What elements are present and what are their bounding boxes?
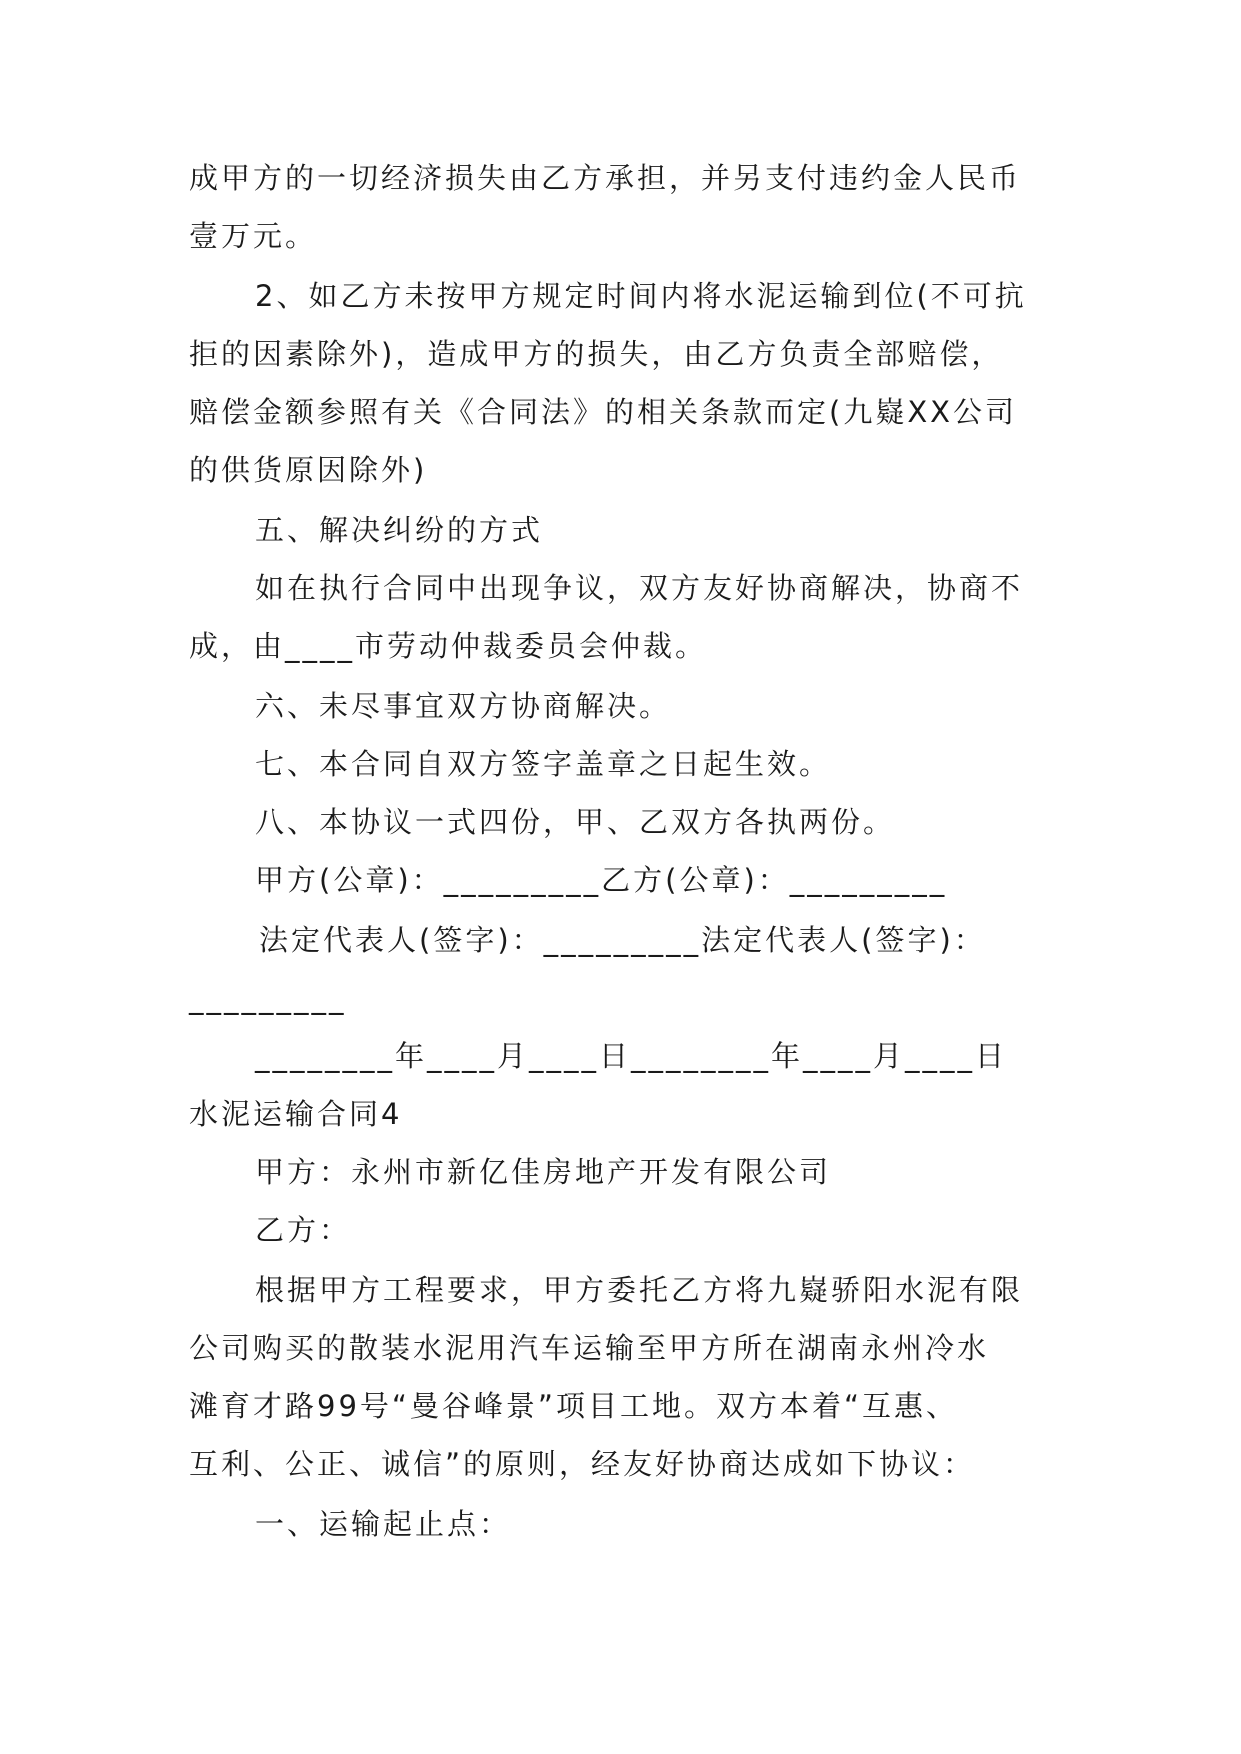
paragraph-line: 成，由____市劳动仲裁委员会仲裁。: [189, 629, 708, 663]
paragraph-line: 2、如乙方未按甲方规定时间内将水泥运输到位(不可抗: [255, 279, 1027, 313]
section-heading: 五、解决纠纷的方式: [255, 513, 544, 547]
paragraph-line: 如在执行合同中出现争议，双方友好协商解决，协商不: [255, 571, 1024, 605]
section-heading: 一、运输起止点：: [255, 1507, 512, 1541]
section-heading: 七、本合同自双方签字盖章之日起生效。: [255, 747, 832, 781]
document-title: 水泥运输合同4: [189, 1097, 403, 1131]
paragraph-line: 根据甲方工程要求，甲方委托乙方将九嶷骄阳水泥有限: [255, 1273, 1024, 1307]
paragraph-line: 壹万元。: [189, 219, 318, 253]
party-a-line: 甲方：永州市新亿佳房地产开发有限公司: [255, 1155, 832, 1189]
paragraph-line: 的供货原因除外): [189, 453, 428, 487]
paragraph-line: 滩育才路99号“曼谷峰景”项目工地。双方本着“互惠、: [189, 1389, 958, 1423]
date-line: ________年____月____日________年____月____日: [255, 1039, 1008, 1073]
paragraph-line: 互利、公正、诚信”的原则，经友好协商达成如下协议：: [189, 1447, 976, 1481]
paragraph-line: 公司购买的散装水泥用汽车运输至甲方所在湖南永州冷水: [189, 1331, 990, 1365]
signature-line: 法定代表人(签字)：_________法定代表人(签字)：: [259, 923, 986, 957]
paragraph-line: 赔偿金额参照有关《合同法》的相关条款而定(九嶷XX公司: [189, 395, 1018, 429]
paragraph-line: 成甲方的一切经济损失由乙方承担，并另支付违约金人民币: [189, 161, 1022, 195]
section-heading: 八、本协议一式四份，甲、乙双方各执两份。: [255, 805, 896, 839]
section-heading: 六、未尽事宜双方协商解决。: [255, 689, 672, 723]
paragraph-line: 拒的因素除外)，造成甲方的损失，由乙方负责全部赔偿，: [189, 337, 1004, 371]
signature-line: 甲方(公章)：_________乙方(公章)：_________: [255, 863, 948, 897]
signature-line: _________: [189, 981, 347, 1015]
party-b-line: 乙方：: [255, 1213, 352, 1247]
